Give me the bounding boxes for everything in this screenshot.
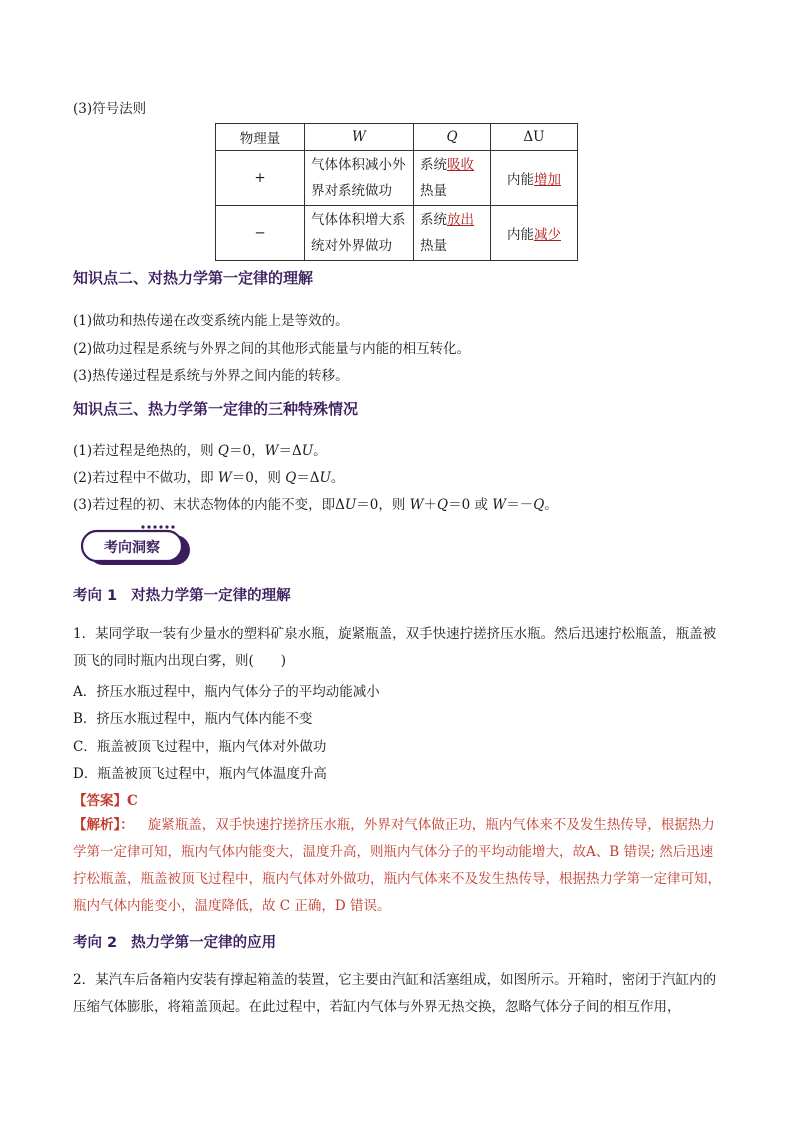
underlined-term: 减少 [534,227,561,243]
header-q: Q [414,124,491,151]
table-row [216,151,578,206]
header-quantity: 物理量 [216,124,305,151]
answer-value: C [127,793,138,809]
underlined-term: 放出 [447,212,474,228]
q-cell: 系统吸收 热量 [414,151,491,206]
kp2-heading: 知识点二、对热力学第一定律的理解 [73,269,314,287]
option-b: B．挤压水瓶过程中，瓶内气体内能不变 [73,711,313,727]
direction-1-heading: 考向 1 对热力学第一定律的理解 [73,588,291,604]
w-cell: 气体体积增大系 统对外界做功 [305,206,414,261]
du-cell: 内能增加 [491,151,578,206]
badge-dot [159,525,162,528]
analysis-tag: 【解析】： [73,817,134,833]
badge-dot [141,525,144,528]
kp2-item: (1)做功和热传递在改变系统内能上是等效的。 [73,313,349,329]
kp3-item: (3)若过程的初、末状态物体的内能不变，即ΔU＝0，则 W＋Q＝0 或 W＝－Q。 [73,497,558,513]
kp2-item: (3)热传递过程是系统与外界之间内能的转移。 [73,368,349,384]
answer-tag: 【答案】 [73,793,127,809]
direction-2-heading: 考向 2 热力学第一定律的应用 [73,935,277,951]
analysis-text: 旋紧瓶盖，双手快速拧搓挤压水瓶，外界对气体做正功，瓶内气体来不及发生热传导，根据热力学第一定律可知，瓶内气体内能变大，温度升高，则瓶内气体分子的平均动能增大，故A、B 错误; 然后迅速拧松瓶盖，瓶盖被顶飞过程中，瓶内气体对外做功，瓶内气体来不及发生热传导，根据热力学第一定律可知，瓶内气体内能变小，温度降低，故 C 正确，D 错误。 [73,817,721,914]
option-d: D．瓶盖被顶飞过程中，瓶内气体温度升高 [73,766,327,782]
option-c: C．瓶盖被顶飞过程中，瓶内气体对外做功 [73,739,327,755]
kp3-heading: 知识点三、热力学第一定律的三种特殊情况 [73,400,359,418]
header-du: ΔU [491,124,578,151]
underlined-term: 吸收 [447,157,474,173]
answer-line [73,789,138,809]
sign-rule-label: (3)符号法则 [73,101,147,117]
badge-dot [165,525,168,528]
underlined-term: 增加 [534,172,561,188]
badge-label: 考向洞察 [104,540,160,556]
header-w: W [305,124,414,151]
badge-dot [147,525,150,528]
question-2: 2．某汽车后备箱内安装有撑起箱盖的装置，它主要由汽缸和活塞组成，如图所示。开箱时，密闭于汽缸内的压缩气体膨胀，将箱盖顶起。在此过程中，若缸内气体与外界无热交换，忽略气体分子间的相互作用， [73,972,717,1015]
table-row [216,206,578,261]
badge-dot [153,525,156,528]
kp3-item: (2)若过程中不做功，即 W＝0，则 Q＝ΔU。 [73,470,345,486]
q-cell: 系统放出 热量 [414,206,491,261]
kp3-item: (1)若过程是绝热的，则 Q＝0，W＝ΔU。 [73,443,327,459]
option-a: A．挤压水瓶过程中，瓶内气体分子的平均动能减小 [73,684,380,700]
table-header-row [216,124,578,151]
sign-cell: + [216,151,305,206]
kp2-item: (2)做功过程是系统与外界之间的其他形式能量与内能的相互转化。 [73,341,471,357]
sign-cell: − [216,206,305,261]
w-cell: 气体体积减小外 界对系统做功 [305,151,414,206]
analysis-block [73,812,723,920]
badge-dot [171,525,174,528]
section-badge [80,523,192,567]
du-cell: 内能减少 [491,206,578,261]
sign-rule-table [215,123,578,261]
question-1: 1．某同学取一装有少量水的塑料矿泉水瓶，旋紧瓶盖，双手快速拧搓挤压水瓶。然后迅速拧松瓶盖，瓶盖被顶飞的同时瓶内出现白雾，则( ) [73,626,717,669]
